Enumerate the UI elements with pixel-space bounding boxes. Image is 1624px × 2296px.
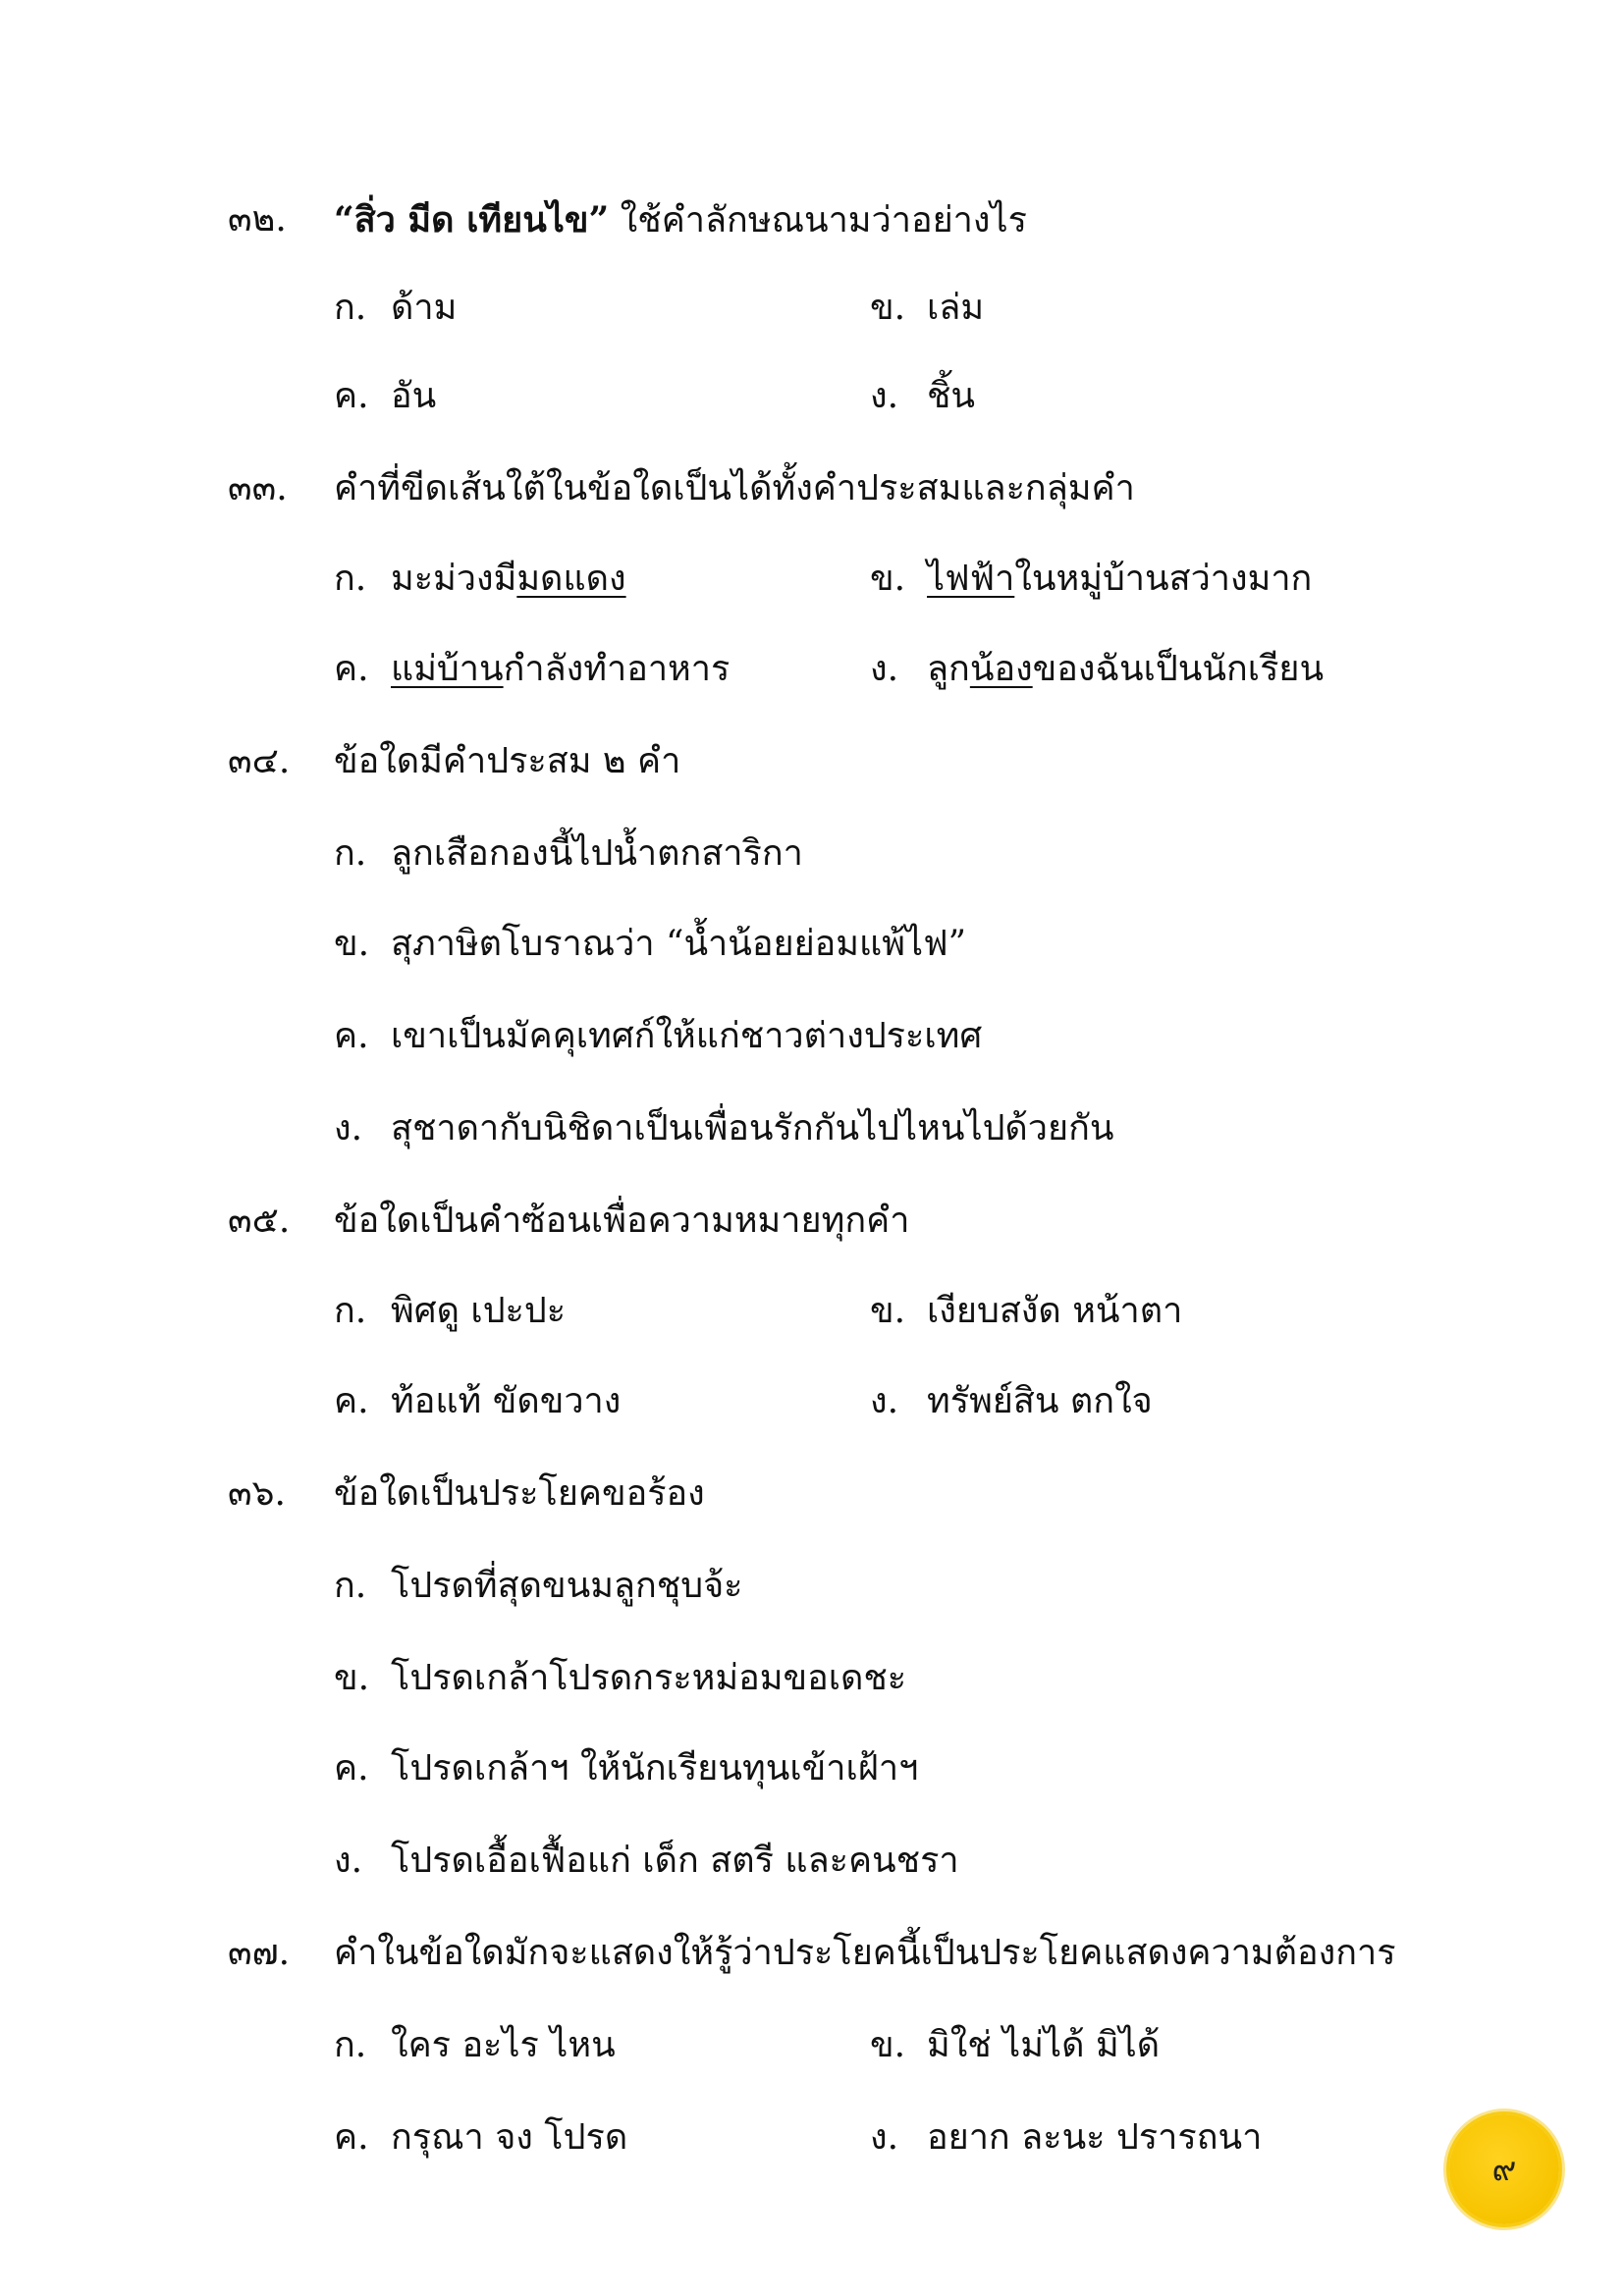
option-letter: ก.	[334, 288, 367, 328]
question-number: ๓๒.	[228, 199, 287, 240]
question-stem-bold: “สิ่ว มีด เทียนไข”	[334, 199, 610, 240]
option-text: ท้อแท้ ขัดขวาง	[391, 1381, 622, 1421]
option-letter: ค.	[334, 1381, 369, 1421]
question-number: ๓๗.	[228, 1933, 291, 1973]
option-text: ลูกเสือกองนี้ไปน้ำตกสาริกา	[391, 833, 803, 874]
option-text: พิศดู เปะปะ	[391, 1291, 567, 1331]
question-stem-rest: ใช้คำลักษณนามว่าอย่างไร	[609, 200, 1027, 240]
option-letter: ง.	[870, 2117, 899, 2158]
question-number: ๓๔.	[228, 741, 291, 781]
option-letter: ก.	[334, 2025, 367, 2065]
option-letter: ง.	[334, 1108, 363, 1148]
option-text: โปรดที่สุดขนมลูกชุบจ้ะ	[391, 1566, 743, 1606]
option-text: สุชาดากับนิชิดาเป็นเพื่อนรักกันไปไหนไปด้วยกัน	[391, 1108, 1114, 1148]
option-text: โปรดเกล้าโปรดกระหม่อมขอเดชะ	[391, 1658, 907, 1698]
option-letter: ก.	[334, 559, 367, 599]
question-stem: คำที่ขีดเส้นใต้ในข้อใดเป็นได้ทั้งคำประสมและกลุ่มคำ	[334, 468, 1135, 508]
option-letter: ค.	[334, 376, 369, 416]
page-number-badge	[1449, 2114, 1559, 2224]
option-letter: ข.	[870, 559, 906, 599]
option-text: ชิ้น	[927, 376, 976, 416]
option-letter: ข.	[870, 288, 906, 328]
option-text-plain: ลูก	[927, 649, 970, 689]
question-number: ๓๓.	[228, 468, 288, 508]
option-text: อัน	[391, 376, 437, 416]
option-letter: ค.	[334, 1748, 369, 1789]
question-stem	[334, 192, 1027, 247]
option-letter: ง.	[334, 1841, 363, 1881]
question-number: ๓๕.	[228, 1201, 291, 1241]
option-text	[927, 642, 1324, 697]
option-text	[391, 552, 626, 607]
option-text: เล่ม	[927, 288, 985, 328]
option-text	[391, 642, 730, 697]
option-letter: ข.	[870, 2025, 906, 2065]
option-letter: ก.	[334, 833, 367, 874]
option-text: มิใช่ ไม่ได้ มิได้	[927, 2025, 1161, 2065]
option-text-underlined: แม่บ้าน	[391, 649, 504, 689]
option-letter: ก.	[334, 1566, 367, 1606]
option-text-underlined: มดแดง	[516, 559, 626, 599]
option-text: อยาก ละนะ ปรารถนา	[927, 2117, 1263, 2158]
option-text: เงียบสงัด หน้าตา	[927, 1291, 1183, 1331]
option-text: เขาเป็นมัคคุเทศก์ให้แก่ชาวต่างประเทศ	[391, 1016, 983, 1056]
option-text: โปรดเกล้าฯ ให้นักเรียนทุนเข้าเฝ้าฯ	[391, 1748, 919, 1789]
option-text	[927, 552, 1312, 607]
question-stem: ข้อใดเป็นประโยคขอร้อง	[334, 1473, 705, 1514]
option-letter: ง.	[870, 1381, 899, 1421]
option-letter: ข.	[870, 1291, 906, 1331]
option-letter: ก.	[334, 1291, 367, 1331]
page-number: ๙	[1491, 2150, 1517, 2189]
question-number: ๓๖.	[228, 1473, 286, 1514]
question-stem: ข้อใดเป็นคำซ้อนเพื่อความหมายทุกคำ	[334, 1201, 910, 1241]
option-text: สุภาษิตโบราณว่า “น้ำน้อยย่อมแพ้ไฟ”	[391, 924, 966, 964]
option-letter: ข.	[334, 1658, 370, 1698]
option-letter: ง.	[870, 649, 899, 689]
option-text-plain: ในหมู่บ้านสว่างมาก	[1014, 559, 1313, 599]
option-text-plain: มะม่วงมี	[391, 559, 517, 599]
option-text: ทรัพย์สิน ตกใจ	[927, 1381, 1153, 1421]
option-letter: ข.	[334, 924, 370, 964]
question-stem: คำในข้อใดมักจะแสดงให้รู้ว่าประโยคนี้เป็นประโยคแสดงความต้องการ	[334, 1933, 1396, 1973]
option-text: โปรดเอื้อเฟื้อแก่ เด็ก สตรี และคนชรา	[391, 1841, 959, 1881]
option-text-plain: ของฉันเป็นนักเรียน	[1032, 649, 1325, 689]
option-text-plain: กำลังทำอาหาร	[503, 649, 731, 689]
option-text: ใคร อะไร ไหน	[391, 2025, 616, 2065]
option-text-underlined: ไฟฟ้า	[927, 559, 1015, 599]
option-letter: ง.	[870, 376, 899, 416]
option-text-underlined: น้อง	[969, 649, 1033, 689]
option-letter: ค.	[334, 2117, 369, 2158]
option-text: กรุณา จง โปรด	[391, 2117, 628, 2158]
option-letter: ค.	[334, 1016, 369, 1056]
question-stem: ข้อใดมีคำประสม ๒ คำ	[334, 741, 681, 781]
option-text: ด้าม	[391, 288, 458, 328]
option-letter: ค.	[334, 649, 369, 689]
